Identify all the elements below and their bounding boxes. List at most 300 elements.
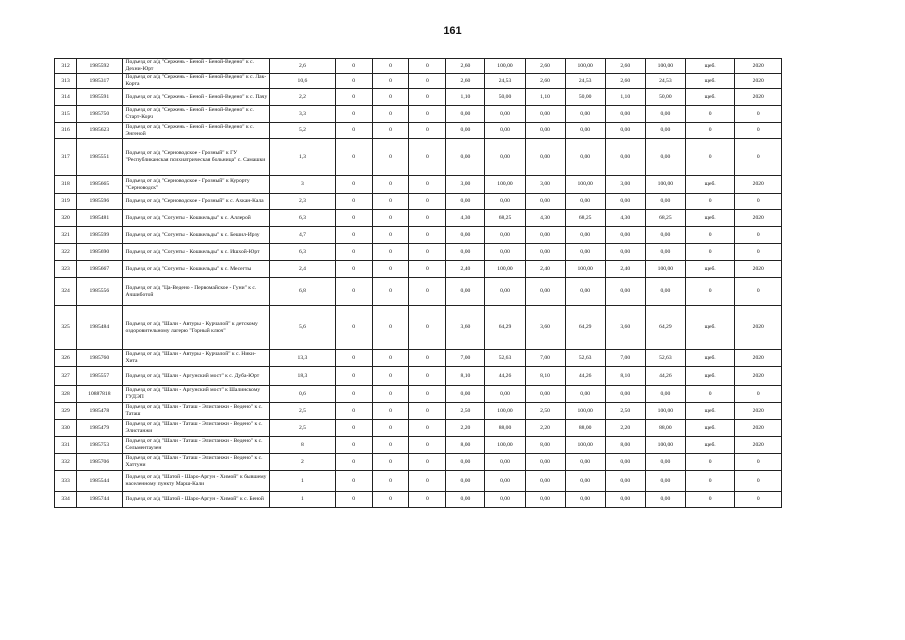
cell-c9: 0,00 — [645, 244, 685, 261]
cell-c9: 50,00 — [645, 89, 685, 106]
cell-c5: 0,00 — [485, 386, 525, 403]
cell-c9: 52,63 — [645, 350, 685, 367]
cell-c11: 0 — [735, 278, 782, 306]
cell-len: 2,3 — [270, 194, 335, 210]
cell-c8: 0,00 — [605, 139, 645, 176]
cell-n: 332 — [55, 454, 77, 471]
cell-c6: 2,60 — [525, 74, 565, 89]
table-row — [55, 194, 782, 210]
table-row — [55, 386, 782, 403]
cell-code: 1985706 — [77, 454, 122, 471]
cell-c9: 100,00 — [645, 261, 685, 278]
cell-c9: 0,00 — [645, 386, 685, 403]
cell-c8: 0,00 — [605, 454, 645, 471]
cell-n: 320 — [55, 210, 77, 227]
cell-c11: 0 — [735, 492, 782, 508]
cell-c2: 0 — [372, 350, 409, 367]
cell-name: Подъезд от а/д "Шатой - Шаро-Аргун - Химой" к с. Беной — [122, 492, 270, 508]
cell-c11: 0 — [735, 244, 782, 261]
cell-c11: 2020 — [735, 74, 782, 89]
cell-name: Подъезд от а/д "Согунты - Кошкельды" к с. Месегты — [122, 261, 270, 278]
cell-c4: 0,00 — [446, 471, 485, 492]
table-row — [55, 123, 782, 139]
cell-code: 1985744 — [77, 492, 122, 508]
cell-c10: щеб. — [685, 74, 735, 89]
cell-c2: 0 — [372, 74, 409, 89]
cell-c3: 0 — [409, 367, 446, 386]
cell-c1: 0 — [335, 367, 372, 386]
cell-c11: 2020 — [735, 437, 782, 454]
cell-c1: 0 — [335, 123, 372, 139]
cell-c9: 88,00 — [645, 420, 685, 437]
table-row — [55, 403, 782, 420]
cell-c4: 0,00 — [446, 386, 485, 403]
cell-name: Подъезд от а/д "Сержень - Беной - Беной-Ведено" к с. Энгеной — [122, 123, 270, 139]
table-row — [55, 227, 782, 244]
cell-c7: 0,00 — [565, 278, 605, 306]
cell-c7: 24,53 — [565, 74, 605, 89]
cell-c4: 0,00 — [446, 194, 485, 210]
cell-name: Подъезд от а/д "Согунты - Кошкельды" к с. Бешил-Ирзу — [122, 227, 270, 244]
cell-c3: 0 — [409, 59, 446, 74]
cell-len: 4,7 — [270, 227, 335, 244]
cell-c1: 0 — [335, 403, 372, 420]
cell-n: 315 — [55, 106, 77, 123]
cell-c5: 68,25 — [485, 210, 525, 227]
cell-c11: 2020 — [735, 176, 782, 194]
cell-c1: 0 — [335, 261, 372, 278]
cell-n: 312 — [55, 59, 77, 74]
table-row — [55, 454, 782, 471]
cell-c2: 0 — [372, 367, 409, 386]
cell-c3: 0 — [409, 350, 446, 367]
cell-c1: 0 — [335, 227, 372, 244]
cell-c10: щеб. — [685, 367, 735, 386]
table-row — [55, 106, 782, 123]
cell-len: 2,4 — [270, 261, 335, 278]
cell-c6: 2,60 — [525, 59, 565, 74]
cell-c4: 2,40 — [446, 261, 485, 278]
cell-len: 2,5 — [270, 403, 335, 420]
cell-c10: щеб. — [685, 403, 735, 420]
cell-c6: 3,60 — [525, 306, 565, 350]
cell-c11: 0 — [735, 471, 782, 492]
cell-n: 327 — [55, 367, 77, 386]
cell-c5: 52,63 — [485, 350, 525, 367]
cell-c10: щеб. — [685, 89, 735, 106]
cell-c6: 0,00 — [525, 244, 565, 261]
cell-c8: 0,00 — [605, 386, 645, 403]
cell-c1: 0 — [335, 454, 372, 471]
cell-len: 6,8 — [270, 278, 335, 306]
cell-c4: 0,00 — [446, 123, 485, 139]
cell-c7: 100,00 — [565, 176, 605, 194]
table-row — [55, 306, 782, 350]
cell-c8: 2,60 — [605, 74, 645, 89]
cell-c7: 0,00 — [565, 492, 605, 508]
cell-c8: 0,00 — [605, 278, 645, 306]
cell-len: 0,6 — [270, 386, 335, 403]
cell-len: 6,3 — [270, 244, 335, 261]
cell-c4: 8,00 — [446, 437, 485, 454]
cell-c3: 0 — [409, 437, 446, 454]
cell-c11: 2020 — [735, 261, 782, 278]
cell-c6: 0,00 — [525, 454, 565, 471]
cell-c9: 100,00 — [645, 59, 685, 74]
cell-c2: 0 — [372, 437, 409, 454]
cell-c2: 0 — [372, 227, 409, 244]
cell-c5: 0,00 — [485, 278, 525, 306]
cell-c11: 2020 — [735, 403, 782, 420]
cell-c2: 0 — [372, 386, 409, 403]
cell-c4: 2,50 — [446, 403, 485, 420]
cell-c7: 100,00 — [565, 437, 605, 454]
cell-c11: 2020 — [735, 306, 782, 350]
cell-c10: 0 — [685, 227, 735, 244]
cell-n: 319 — [55, 194, 77, 210]
cell-c9: 0,00 — [645, 278, 685, 306]
cell-c1: 0 — [335, 492, 372, 508]
cell-c2: 0 — [372, 176, 409, 194]
cell-c5: 0,00 — [485, 492, 525, 508]
cell-c7: 0,00 — [565, 139, 605, 176]
cell-n: 318 — [55, 176, 77, 194]
cell-c4: 0,00 — [446, 454, 485, 471]
cell-code: 1985599 — [77, 227, 122, 244]
cell-c2: 0 — [372, 471, 409, 492]
cell-c11: 0 — [735, 454, 782, 471]
cell-c10: щеб. — [685, 306, 735, 350]
cell-n: 314 — [55, 89, 77, 106]
cell-c9: 0,00 — [645, 454, 685, 471]
cell-c7: 100,00 — [565, 59, 605, 74]
cell-name: Подъезд от а/д "Сержень - Беной - Беной-Ведено" к с. Пачу — [122, 89, 270, 106]
table-row — [55, 59, 782, 74]
cell-c2: 0 — [372, 454, 409, 471]
cell-c2: 0 — [372, 261, 409, 278]
cell-c6: 0,00 — [525, 227, 565, 244]
cell-c7: 88,00 — [565, 420, 605, 437]
cell-c7: 52,63 — [565, 350, 605, 367]
cell-name: Подъезд от а/д "Шали - Таташ - Элистанжи - Ведено" к с. Сельментаузен — [122, 437, 270, 454]
cell-c1: 0 — [335, 278, 372, 306]
cell-c4: 8,10 — [446, 367, 485, 386]
cell-c1: 0 — [335, 350, 372, 367]
cell-n: 333 — [55, 471, 77, 492]
cell-code: 1985750 — [77, 106, 122, 123]
cell-len: 2,2 — [270, 89, 335, 106]
cell-len: 2,5 — [270, 420, 335, 437]
cell-c2: 0 — [372, 59, 409, 74]
cell-c11: 2020 — [735, 420, 782, 437]
cell-code: 1985479 — [77, 420, 122, 437]
cell-c10: 0 — [685, 471, 735, 492]
cell-c10: щеб. — [685, 350, 735, 367]
cell-c9: 0,00 — [645, 123, 685, 139]
cell-c8: 2,60 — [605, 59, 645, 74]
cell-n: 316 — [55, 123, 77, 139]
cell-n: 313 — [55, 74, 77, 89]
cell-len: 1,3 — [270, 139, 335, 176]
cell-c2: 0 — [372, 106, 409, 123]
cell-name: Подъезд от а/д "Шали - Таташ - Элистанжи - Ведено" к с. Таташ — [122, 403, 270, 420]
cell-code: 1985596 — [77, 194, 122, 210]
cell-c3: 0 — [409, 454, 446, 471]
cell-c7: 68,25 — [565, 210, 605, 227]
cell-c7: 0,00 — [565, 123, 605, 139]
cell-c11: 0 — [735, 139, 782, 176]
cell-n: 326 — [55, 350, 77, 367]
cell-c3: 0 — [409, 244, 446, 261]
cell-code: 1985665 — [77, 176, 122, 194]
cell-c1: 0 — [335, 244, 372, 261]
cell-c8: 0,00 — [605, 471, 645, 492]
cell-name: Подъезд от а/д "Сержень - Беной - Беной-Ведено" к с. Дехни-Юрт — [122, 59, 270, 74]
cell-c9: 24,53 — [645, 74, 685, 89]
cell-c4: 0,00 — [446, 139, 485, 176]
cell-name: Подъезд от а/д "Согунты - Кошкельды" к с. Аллерой — [122, 210, 270, 227]
cell-c7: 0,00 — [565, 244, 605, 261]
cell-c1: 0 — [335, 437, 372, 454]
cell-c10: 0 — [685, 106, 735, 123]
cell-c8: 1,10 — [605, 89, 645, 106]
cell-n: 324 — [55, 278, 77, 306]
cell-c10: 0 — [685, 123, 735, 139]
cell-name: Подъезд от а/д "Серноводское - Грозный" к ГУ "Республиканская психиатрическая больница" с. Самашки — [122, 139, 270, 176]
cell-code: 1985481 — [77, 210, 122, 227]
cell-c11: 0 — [735, 194, 782, 210]
cell-c3: 0 — [409, 74, 446, 89]
table-row — [55, 139, 782, 176]
cell-c8: 8,10 — [605, 367, 645, 386]
cell-c1: 0 — [335, 59, 372, 74]
cell-len: 10,6 — [270, 74, 335, 89]
cell-c8: 0,00 — [605, 227, 645, 244]
cell-c9: 68,25 — [645, 210, 685, 227]
cell-c10: 0 — [685, 492, 735, 508]
cell-c9: 0,00 — [645, 106, 685, 123]
cell-c10: щеб. — [685, 261, 735, 278]
cell-name: Подъезд от а/д "Шали - Автуры - Курчалой" к с. Ники-Хита — [122, 350, 270, 367]
cell-c1: 0 — [335, 106, 372, 123]
cell-c4: 7,00 — [446, 350, 485, 367]
cell-c6: 8,10 — [525, 367, 565, 386]
cell-c3: 0 — [409, 210, 446, 227]
cell-c5: 0,00 — [485, 454, 525, 471]
cell-c4: 0,00 — [446, 278, 485, 306]
cell-c8: 2,50 — [605, 403, 645, 420]
cell-c9: 44,26 — [645, 367, 685, 386]
cell-c10: щеб. — [685, 210, 735, 227]
cell-c9: 100,00 — [645, 176, 685, 194]
roads-table — [54, 58, 782, 508]
cell-n: 322 — [55, 244, 77, 261]
table-row — [55, 244, 782, 261]
cell-c6: 7,00 — [525, 350, 565, 367]
cell-c10: 0 — [685, 278, 735, 306]
cell-c5: 24,53 — [485, 74, 525, 89]
cell-c11: 2020 — [735, 89, 782, 106]
cell-c1: 0 — [335, 139, 372, 176]
cell-len: 1 — [270, 471, 335, 492]
table-row — [55, 89, 782, 106]
cell-c9: 0,00 — [645, 492, 685, 508]
cell-c6: 0,00 — [525, 278, 565, 306]
cell-c1: 0 — [335, 471, 372, 492]
cell-c8: 0,00 — [605, 123, 645, 139]
cell-c9: 0,00 — [645, 227, 685, 244]
cell-c2: 0 — [372, 139, 409, 176]
cell-c3: 0 — [409, 278, 446, 306]
cell-name: Подъезд от а/д "Шали - Таташ - Элистанжи - Ведено" к с. Хаттуни — [122, 454, 270, 471]
table-row — [55, 278, 782, 306]
cell-n: 334 — [55, 492, 77, 508]
cell-c10: щеб. — [685, 420, 735, 437]
cell-c5: 0,00 — [485, 194, 525, 210]
cell-code: 1985478 — [77, 403, 122, 420]
cell-len: 5,2 — [270, 123, 335, 139]
cell-name: Подъезд от а/д "Шали - Автуры - Курчалой" к детскому оздоровительному лагерю "Горный ключ" — [122, 306, 270, 350]
cell-c6: 0,00 — [525, 386, 565, 403]
cell-code: 1985592 — [77, 59, 122, 74]
cell-len: 1 — [270, 492, 335, 508]
cell-name: Подъезд от а/д "Шали - Аргунский мост" к Шалинскому ГУДЭП — [122, 386, 270, 403]
cell-name: Подъезд от а/д "Шали - Аргунский мост" к с. Дуба-Юрт — [122, 367, 270, 386]
cell-c6: 2,40 — [525, 261, 565, 278]
cell-c10: щеб. — [685, 437, 735, 454]
cell-c3: 0 — [409, 176, 446, 194]
cell-c4: 0,00 — [446, 244, 485, 261]
cell-c8: 3,00 — [605, 176, 645, 194]
cell-c5: 0,00 — [485, 244, 525, 261]
cell-c8: 0,00 — [605, 106, 645, 123]
cell-c7: 100,00 — [565, 261, 605, 278]
table-row — [55, 350, 782, 367]
cell-c6: 8,00 — [525, 437, 565, 454]
cell-c2: 0 — [372, 278, 409, 306]
table-row — [55, 492, 782, 508]
cell-c2: 0 — [372, 492, 409, 508]
cell-c2: 0 — [372, 89, 409, 106]
cell-c3: 0 — [409, 306, 446, 350]
cell-n: 317 — [55, 139, 77, 176]
cell-c5: 100,00 — [485, 59, 525, 74]
cell-c6: 3,00 — [525, 176, 565, 194]
cell-c1: 0 — [335, 386, 372, 403]
cell-c2: 0 — [372, 403, 409, 420]
cell-c3: 0 — [409, 471, 446, 492]
cell-c8: 8,00 — [605, 437, 645, 454]
cell-c4: 3,00 — [446, 176, 485, 194]
cell-c5: 50,00 — [485, 89, 525, 106]
cell-c4: 2,60 — [446, 74, 485, 89]
cell-n: 323 — [55, 261, 77, 278]
cell-c5: 100,00 — [485, 176, 525, 194]
cell-code: 1985760 — [77, 350, 122, 367]
cell-c8: 4,30 — [605, 210, 645, 227]
cell-c1: 0 — [335, 194, 372, 210]
cell-n: 329 — [55, 403, 77, 420]
cell-c9: 0,00 — [645, 194, 685, 210]
cell-n: 330 — [55, 420, 77, 437]
cell-c9: 100,00 — [645, 437, 685, 454]
cell-code: 1985557 — [77, 367, 122, 386]
cell-c10: 0 — [685, 194, 735, 210]
cell-len: 2 — [270, 454, 335, 471]
cell-code: 1985591 — [77, 89, 122, 106]
cell-c7: 0,00 — [565, 106, 605, 123]
cell-c4: 0,00 — [446, 227, 485, 244]
cell-name: Подъезд от а/д "Шатой - Шаро-Аргун - Химой" к бывшему населенному пункту Марш-Кали — [122, 471, 270, 492]
cell-n: 321 — [55, 227, 77, 244]
cell-c11: 2020 — [735, 350, 782, 367]
cell-c10: 0 — [685, 244, 735, 261]
cell-c9: 0,00 — [645, 139, 685, 176]
cell-c10: 0 — [685, 139, 735, 176]
cell-c6: 2,20 — [525, 420, 565, 437]
cell-code: 1985753 — [77, 437, 122, 454]
cell-code: 1985556 — [77, 278, 122, 306]
cell-c7: 0,00 — [565, 227, 605, 244]
cell-name: Подъезд от а/д "Серноводское - Грозный" к с. Ахкан-Кала — [122, 194, 270, 210]
cell-n: 328 — [55, 386, 77, 403]
cell-c3: 0 — [409, 106, 446, 123]
cell-name: Подъезд от а/д "Согунты - Кошкельды" к с. Ишхой-Юрт — [122, 244, 270, 261]
cell-code: 1985551 — [77, 139, 122, 176]
cell-name: Подъезд от а/д "Сержень - Беной - Беной-Ведено" к с. Старт-Корч — [122, 106, 270, 123]
cell-c7: 0,00 — [565, 471, 605, 492]
cell-c8: 2,20 — [605, 420, 645, 437]
cell-c4: 4,30 — [446, 210, 485, 227]
cell-c8: 2,40 — [605, 261, 645, 278]
cell-c3: 0 — [409, 492, 446, 508]
cell-n: 331 — [55, 437, 77, 454]
cell-c5: 100,00 — [485, 403, 525, 420]
cell-c6: 0,00 — [525, 194, 565, 210]
cell-c9: 100,00 — [645, 403, 685, 420]
cell-c3: 0 — [409, 261, 446, 278]
cell-c5: 44,26 — [485, 367, 525, 386]
cell-c11: 0 — [735, 123, 782, 139]
cell-code: 1985317 — [77, 74, 122, 89]
cell-c1: 0 — [335, 306, 372, 350]
cell-c9: 64,29 — [645, 306, 685, 350]
cell-c2: 0 — [372, 210, 409, 227]
cell-c11: 0 — [735, 227, 782, 244]
cell-c6: 0,00 — [525, 123, 565, 139]
cell-c6: 0,00 — [525, 492, 565, 508]
table-row — [55, 74, 782, 89]
cell-c1: 0 — [335, 176, 372, 194]
cell-len: 3,3 — [270, 106, 335, 123]
cell-c3: 0 — [409, 194, 446, 210]
cell-c4: 0,00 — [446, 492, 485, 508]
cell-c4: 0,00 — [446, 106, 485, 123]
cell-c2: 0 — [372, 194, 409, 210]
cell-c3: 0 — [409, 139, 446, 176]
table-row — [55, 367, 782, 386]
cell-code: 1985690 — [77, 244, 122, 261]
cell-c4: 2,60 — [446, 59, 485, 74]
cell-name: Подъезд от а/д "Серноводское - Грозный" к Курорту "Серноводск" — [122, 176, 270, 194]
cell-c2: 0 — [372, 244, 409, 261]
cell-len: 6,3 — [270, 210, 335, 227]
cell-c5: 0,00 — [485, 139, 525, 176]
cell-c10: щеб. — [685, 59, 735, 74]
cell-c8: 0,00 — [605, 492, 645, 508]
cell-c10: 0 — [685, 454, 735, 471]
cell-len: 18,3 — [270, 367, 335, 386]
